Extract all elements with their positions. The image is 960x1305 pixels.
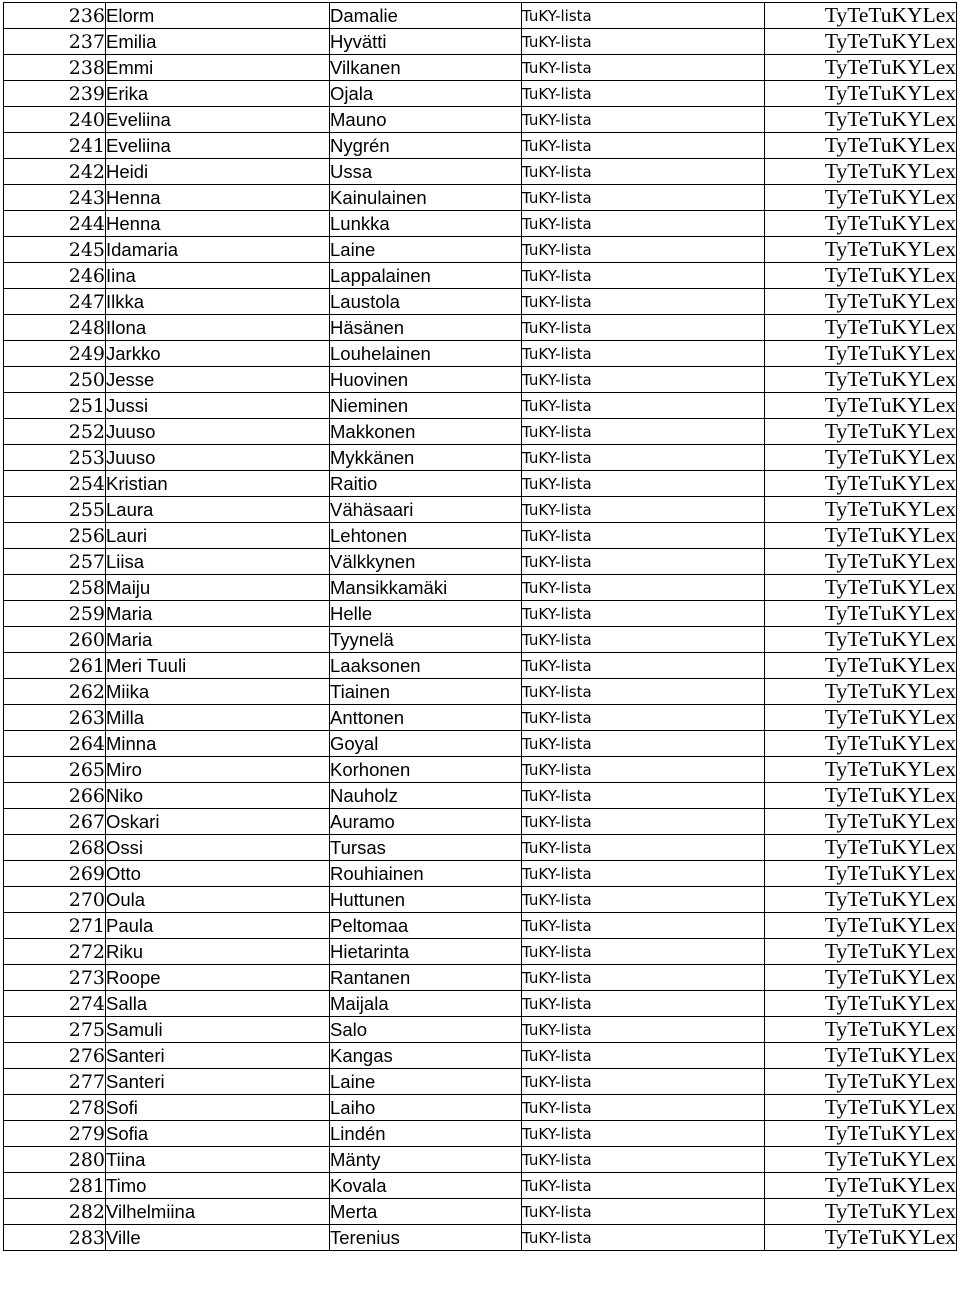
table-row <box>4 965 957 991</box>
last-name-cell: Merta <box>330 1199 522 1225</box>
organization-cell: TyTeTuKYLex <box>765 1173 957 1199</box>
candidate-table-body <box>4 3 957 1251</box>
table-row <box>4 159 957 185</box>
organization-cell: TyTeTuKYLex <box>765 809 957 835</box>
organization-cell: TyTeTuKYLex <box>765 55 957 81</box>
organization-cell: TyTeTuKYLex <box>765 1017 957 1043</box>
list-name-cell: TuKY-lista <box>522 3 765 29</box>
last-name-cell: Kainulainen <box>330 185 522 211</box>
organization-cell: TyTeTuKYLex <box>765 991 957 1017</box>
candidate-number-cell: 263 <box>4 705 106 731</box>
table-row <box>4 705 957 731</box>
last-name-cell: Häsänen <box>330 315 522 341</box>
last-name-cell: Laaksonen <box>330 653 522 679</box>
list-name-cell: TuKY-lista <box>522 913 765 939</box>
first-name-cell: Miika <box>106 679 330 705</box>
table-row <box>4 809 957 835</box>
candidate-number-cell: 267 <box>4 809 106 835</box>
table-row <box>4 1173 957 1199</box>
table-row <box>4 731 957 757</box>
candidate-number-cell: 240 <box>4 107 106 133</box>
candidate-number-cell: 254 <box>4 471 106 497</box>
candidate-number-cell: 245 <box>4 237 106 263</box>
list-name-cell: TuKY-lista <box>522 1121 765 1147</box>
table-row <box>4 861 957 887</box>
last-name-cell: Terenius <box>330 1225 522 1251</box>
first-name-cell: Milla <box>106 705 330 731</box>
list-name-cell: TuKY-lista <box>522 1069 765 1095</box>
last-name-cell: Makkonen <box>330 419 522 445</box>
first-name-cell: Santeri <box>106 1069 330 1095</box>
candidate-number-cell: 241 <box>4 133 106 159</box>
organization-cell: TyTeTuKYLex <box>765 393 957 419</box>
candidate-number-cell: 250 <box>4 367 106 393</box>
candidate-number-cell: 275 <box>4 1017 106 1043</box>
organization-cell: TyTeTuKYLex <box>765 939 957 965</box>
list-name-cell: TuKY-lista <box>522 107 765 133</box>
list-name-cell: TuKY-lista <box>522 1199 765 1225</box>
table-row <box>4 237 957 263</box>
first-name-cell: Niko <box>106 783 330 809</box>
organization-cell: TyTeTuKYLex <box>765 419 957 445</box>
last-name-cell: Laine <box>330 237 522 263</box>
organization-cell: TyTeTuKYLex <box>765 1121 957 1147</box>
candidate-number-cell: 276 <box>4 1043 106 1069</box>
candidate-number-cell: 256 <box>4 523 106 549</box>
last-name-cell: Ojala <box>330 81 522 107</box>
first-name-cell: Maria <box>106 627 330 653</box>
table-row <box>4 913 957 939</box>
list-name-cell: TuKY-lista <box>522 1017 765 1043</box>
first-name-cell: Laura <box>106 497 330 523</box>
candidate-number-cell: 239 <box>4 81 106 107</box>
first-name-cell: Oskari <box>106 809 330 835</box>
organization-cell: TyTeTuKYLex <box>765 1043 957 1069</box>
organization-cell: TyTeTuKYLex <box>765 757 957 783</box>
list-name-cell: TuKY-lista <box>522 1043 765 1069</box>
list-name-cell: TuKY-lista <box>522 705 765 731</box>
last-name-cell: Huttunen <box>330 887 522 913</box>
candidate-number-cell: 277 <box>4 1069 106 1095</box>
candidate-number-cell: 246 <box>4 263 106 289</box>
last-name-cell: Laine <box>330 1069 522 1095</box>
organization-cell: TyTeTuKYLex <box>765 627 957 653</box>
candidate-number-cell: 280 <box>4 1147 106 1173</box>
list-name-cell: TuKY-lista <box>522 497 765 523</box>
table-row <box>4 679 957 705</box>
last-name-cell: Rantanen <box>330 965 522 991</box>
list-name-cell: TuKY-lista <box>522 419 765 445</box>
list-name-cell: TuKY-lista <box>522 237 765 263</box>
last-name-cell: Lehtonen <box>330 523 522 549</box>
first-name-cell: Eveliina <box>106 133 330 159</box>
organization-cell: TyTeTuKYLex <box>765 211 957 237</box>
candidate-number-cell: 237 <box>4 29 106 55</box>
candidate-number-cell: 269 <box>4 861 106 887</box>
list-name-cell: TuKY-lista <box>522 341 765 367</box>
list-name-cell: TuKY-lista <box>522 1095 765 1121</box>
first-name-cell: Roope <box>106 965 330 991</box>
organization-cell: TyTeTuKYLex <box>765 679 957 705</box>
list-name-cell: TuKY-lista <box>522 445 765 471</box>
first-name-cell: Sofia <box>106 1121 330 1147</box>
list-name-cell: TuKY-lista <box>522 965 765 991</box>
last-name-cell: Louhelainen <box>330 341 522 367</box>
candidate-number-cell: 257 <box>4 549 106 575</box>
candidate-number-cell: 268 <box>4 835 106 861</box>
organization-cell: TyTeTuKYLex <box>765 445 957 471</box>
list-name-cell: TuKY-lista <box>522 783 765 809</box>
table-row <box>4 991 957 1017</box>
list-name-cell: TuKY-lista <box>522 575 765 601</box>
list-name-cell: TuKY-lista <box>522 835 765 861</box>
list-name-cell: TuKY-lista <box>522 731 765 757</box>
organization-cell: TyTeTuKYLex <box>765 185 957 211</box>
first-name-cell: Jarkko <box>106 341 330 367</box>
first-name-cell: Eveliina <box>106 107 330 133</box>
first-name-cell: Ilona <box>106 315 330 341</box>
list-name-cell: TuKY-lista <box>522 29 765 55</box>
candidate-table <box>3 2 957 1251</box>
table-row <box>4 367 957 393</box>
candidate-number-cell: 270 <box>4 887 106 913</box>
list-name-cell: TuKY-lista <box>522 55 765 81</box>
first-name-cell: Lauri <box>106 523 330 549</box>
last-name-cell: Lappalainen <box>330 263 522 289</box>
table-row <box>4 497 957 523</box>
candidate-number-cell: 238 <box>4 55 106 81</box>
candidate-number-cell: 258 <box>4 575 106 601</box>
last-name-cell: Ussa <box>330 159 522 185</box>
last-name-cell: Mauno <box>330 107 522 133</box>
table-row <box>4 1017 957 1043</box>
organization-cell: TyTeTuKYLex <box>765 315 957 341</box>
first-name-cell: Jussi <box>106 393 330 419</box>
table-row <box>4 289 957 315</box>
candidate-number-cell: 248 <box>4 315 106 341</box>
list-name-cell: TuKY-lista <box>522 185 765 211</box>
table-row <box>4 1147 957 1173</box>
first-name-cell: Miro <box>106 757 330 783</box>
list-name-cell: TuKY-lista <box>522 1173 765 1199</box>
table-row <box>4 1199 957 1225</box>
last-name-cell: Damalie <box>330 3 522 29</box>
list-name-cell: TuKY-lista <box>522 367 765 393</box>
candidate-number-cell: 259 <box>4 601 106 627</box>
organization-cell: TyTeTuKYLex <box>765 497 957 523</box>
list-name-cell: TuKY-lista <box>522 627 765 653</box>
first-name-cell: Oula <box>106 887 330 913</box>
candidate-number-cell: 265 <box>4 757 106 783</box>
first-name-cell: Tiina <box>106 1147 330 1173</box>
table-row <box>4 471 957 497</box>
list-name-cell: TuKY-lista <box>522 549 765 575</box>
first-name-cell: Ilkka <box>106 289 330 315</box>
candidate-number-cell: 244 <box>4 211 106 237</box>
first-name-cell: Jesse <box>106 367 330 393</box>
last-name-cell: Korhonen <box>330 757 522 783</box>
candidate-number-cell: 261 <box>4 653 106 679</box>
organization-cell: TyTeTuKYLex <box>765 81 957 107</box>
candidate-number-cell: 283 <box>4 1225 106 1251</box>
table-row <box>4 887 957 913</box>
first-name-cell: Timo <box>106 1173 330 1199</box>
first-name-cell: Sofi <box>106 1095 330 1121</box>
last-name-cell: Lindén <box>330 1121 522 1147</box>
last-name-cell: Mykkänen <box>330 445 522 471</box>
organization-cell: TyTeTuKYLex <box>765 731 957 757</box>
last-name-cell: Rouhiainen <box>330 861 522 887</box>
list-name-cell: TuKY-lista <box>522 393 765 419</box>
candidate-number-cell: 251 <box>4 393 106 419</box>
first-name-cell: Kristian <box>106 471 330 497</box>
organization-cell: TyTeTuKYLex <box>765 601 957 627</box>
table-row <box>4 1069 957 1095</box>
table-row <box>4 211 957 237</box>
last-name-cell: Goyal <box>330 731 522 757</box>
table-row <box>4 55 957 81</box>
last-name-cell: Peltomaa <box>330 913 522 939</box>
organization-cell: TyTeTuKYLex <box>765 1225 957 1251</box>
table-row <box>4 3 957 29</box>
organization-cell: TyTeTuKYLex <box>765 1147 957 1173</box>
table-row <box>4 393 957 419</box>
first-name-cell: Paula <box>106 913 330 939</box>
organization-cell: TyTeTuKYLex <box>765 29 957 55</box>
first-name-cell: Ossi <box>106 835 330 861</box>
last-name-cell: Hietarinta <box>330 939 522 965</box>
organization-cell: TyTeTuKYLex <box>765 835 957 861</box>
organization-cell: TyTeTuKYLex <box>765 3 957 29</box>
candidate-number-cell: 274 <box>4 991 106 1017</box>
table-row <box>4 757 957 783</box>
organization-cell: TyTeTuKYLex <box>765 471 957 497</box>
list-name-cell: TuKY-lista <box>522 939 765 965</box>
first-name-cell: Emmi <box>106 55 330 81</box>
candidate-number-cell: 281 <box>4 1173 106 1199</box>
candidate-number-cell: 266 <box>4 783 106 809</box>
first-name-cell: Iina <box>106 263 330 289</box>
list-name-cell: TuKY-lista <box>522 159 765 185</box>
list-name-cell: TuKY-lista <box>522 757 765 783</box>
first-name-cell: Minna <box>106 731 330 757</box>
candidate-number-cell: 279 <box>4 1121 106 1147</box>
list-name-cell: TuKY-lista <box>522 653 765 679</box>
candidate-number-cell: 249 <box>4 341 106 367</box>
table-row <box>4 653 957 679</box>
list-name-cell: TuKY-lista <box>522 991 765 1017</box>
first-name-cell: Erika <box>106 81 330 107</box>
candidate-number-cell: 262 <box>4 679 106 705</box>
candidate-number-cell: 242 <box>4 159 106 185</box>
last-name-cell: Tursas <box>330 835 522 861</box>
table-row <box>4 341 957 367</box>
organization-cell: TyTeTuKYLex <box>765 783 957 809</box>
list-name-cell: TuKY-lista <box>522 679 765 705</box>
last-name-cell: Anttonen <box>330 705 522 731</box>
last-name-cell: Raitio <box>330 471 522 497</box>
list-name-cell: TuKY-lista <box>522 81 765 107</box>
first-name-cell: Elorm <box>106 3 330 29</box>
table-row <box>4 107 957 133</box>
organization-cell: TyTeTuKYLex <box>765 237 957 263</box>
organization-cell: TyTeTuKYLex <box>765 705 957 731</box>
table-row <box>4 315 957 341</box>
organization-cell: TyTeTuKYLex <box>765 1069 957 1095</box>
table-row <box>4 419 957 445</box>
candidate-number-cell: 282 <box>4 1199 106 1225</box>
table-row <box>4 523 957 549</box>
last-name-cell: Salo <box>330 1017 522 1043</box>
list-name-cell: TuKY-lista <box>522 471 765 497</box>
organization-cell: TyTeTuKYLex <box>765 289 957 315</box>
candidate-number-cell: 271 <box>4 913 106 939</box>
first-name-cell: Meri Tuuli <box>106 653 330 679</box>
organization-cell: TyTeTuKYLex <box>765 107 957 133</box>
candidate-number-cell: 272 <box>4 939 106 965</box>
organization-cell: TyTeTuKYLex <box>765 887 957 913</box>
first-name-cell: Juuso <box>106 419 330 445</box>
last-name-cell: Hyvätti <box>330 29 522 55</box>
first-name-cell: Juuso <box>106 445 330 471</box>
table-row <box>4 29 957 55</box>
organization-cell: TyTeTuKYLex <box>765 965 957 991</box>
candidate-number-cell: 252 <box>4 419 106 445</box>
list-name-cell: TuKY-lista <box>522 601 765 627</box>
first-name-cell: Maiju <box>106 575 330 601</box>
candidate-number-cell: 253 <box>4 445 106 471</box>
last-name-cell: Mansikkamäki <box>330 575 522 601</box>
last-name-cell: Auramo <box>330 809 522 835</box>
list-name-cell: TuKY-lista <box>522 1225 765 1251</box>
last-name-cell: Kovala <box>330 1173 522 1199</box>
list-name-cell: TuKY-lista <box>522 315 765 341</box>
candidate-number-cell: 236 <box>4 3 106 29</box>
table-row <box>4 575 957 601</box>
table-row <box>4 835 957 861</box>
candidate-number-cell: 260 <box>4 627 106 653</box>
list-name-cell: TuKY-lista <box>522 861 765 887</box>
last-name-cell: Helle <box>330 601 522 627</box>
list-name-cell: TuKY-lista <box>522 263 765 289</box>
first-name-cell: Idamaria <box>106 237 330 263</box>
table-row <box>4 185 957 211</box>
organization-cell: TyTeTuKYLex <box>765 549 957 575</box>
organization-cell: TyTeTuKYLex <box>765 133 957 159</box>
organization-cell: TyTeTuKYLex <box>765 341 957 367</box>
organization-cell: TyTeTuKYLex <box>765 575 957 601</box>
first-name-cell: Ville <box>106 1225 330 1251</box>
last-name-cell: Tyynelä <box>330 627 522 653</box>
last-name-cell: Vilkanen <box>330 55 522 81</box>
last-name-cell: Laustola <box>330 289 522 315</box>
candidate-number-cell: 264 <box>4 731 106 757</box>
candidate-number-cell: 255 <box>4 497 106 523</box>
candidate-number-cell: 243 <box>4 185 106 211</box>
list-name-cell: TuKY-lista <box>522 523 765 549</box>
organization-cell: TyTeTuKYLex <box>765 1095 957 1121</box>
table-row <box>4 263 957 289</box>
last-name-cell: Tiainen <box>330 679 522 705</box>
table-row <box>4 81 957 107</box>
organization-cell: TyTeTuKYLex <box>765 159 957 185</box>
list-name-cell: TuKY-lista <box>522 1147 765 1173</box>
last-name-cell: Mänty <box>330 1147 522 1173</box>
last-name-cell: Nieminen <box>330 393 522 419</box>
first-name-cell: Otto <box>106 861 330 887</box>
candidate-number-cell: 247 <box>4 289 106 315</box>
list-name-cell: TuKY-lista <box>522 211 765 237</box>
table-row <box>4 1095 957 1121</box>
first-name-cell: Maria <box>106 601 330 627</box>
table-row <box>4 601 957 627</box>
table-row <box>4 133 957 159</box>
table-row <box>4 1225 957 1251</box>
first-name-cell: Santeri <box>106 1043 330 1069</box>
table-row <box>4 549 957 575</box>
last-name-cell: Nygrén <box>330 133 522 159</box>
organization-cell: TyTeTuKYLex <box>765 913 957 939</box>
last-name-cell: Maijala <box>330 991 522 1017</box>
list-name-cell: TuKY-lista <box>522 887 765 913</box>
first-name-cell: Henna <box>106 211 330 237</box>
last-name-cell: Huovinen <box>330 367 522 393</box>
first-name-cell: Emilia <box>106 29 330 55</box>
last-name-cell: Kangas <box>330 1043 522 1069</box>
last-name-cell: Nauholz <box>330 783 522 809</box>
list-name-cell: TuKY-lista <box>522 133 765 159</box>
table-row <box>4 627 957 653</box>
first-name-cell: Samuli <box>106 1017 330 1043</box>
first-name-cell: Riku <box>106 939 330 965</box>
first-name-cell: Salla <box>106 991 330 1017</box>
table-row <box>4 1121 957 1147</box>
organization-cell: TyTeTuKYLex <box>765 861 957 887</box>
first-name-cell: Henna <box>106 185 330 211</box>
last-name-cell: Vähäsaari <box>330 497 522 523</box>
organization-cell: TyTeTuKYLex <box>765 1199 957 1225</box>
organization-cell: TyTeTuKYLex <box>765 367 957 393</box>
last-name-cell: Välkkynen <box>330 549 522 575</box>
first-name-cell: Vilhelmiina <box>106 1199 330 1225</box>
organization-cell: TyTeTuKYLex <box>765 523 957 549</box>
candidate-number-cell: 278 <box>4 1095 106 1121</box>
table-row <box>4 445 957 471</box>
last-name-cell: Lunkka <box>330 211 522 237</box>
list-name-cell: TuKY-lista <box>522 289 765 315</box>
candidate-number-cell: 273 <box>4 965 106 991</box>
list-name-cell: TuKY-lista <box>522 809 765 835</box>
organization-cell: TyTeTuKYLex <box>765 653 957 679</box>
table-row <box>4 783 957 809</box>
first-name-cell: Heidi <box>106 159 330 185</box>
first-name-cell: Liisa <box>106 549 330 575</box>
table-row <box>4 1043 957 1069</box>
table-row <box>4 939 957 965</box>
organization-cell: TyTeTuKYLex <box>765 263 957 289</box>
last-name-cell: Laiho <box>330 1095 522 1121</box>
